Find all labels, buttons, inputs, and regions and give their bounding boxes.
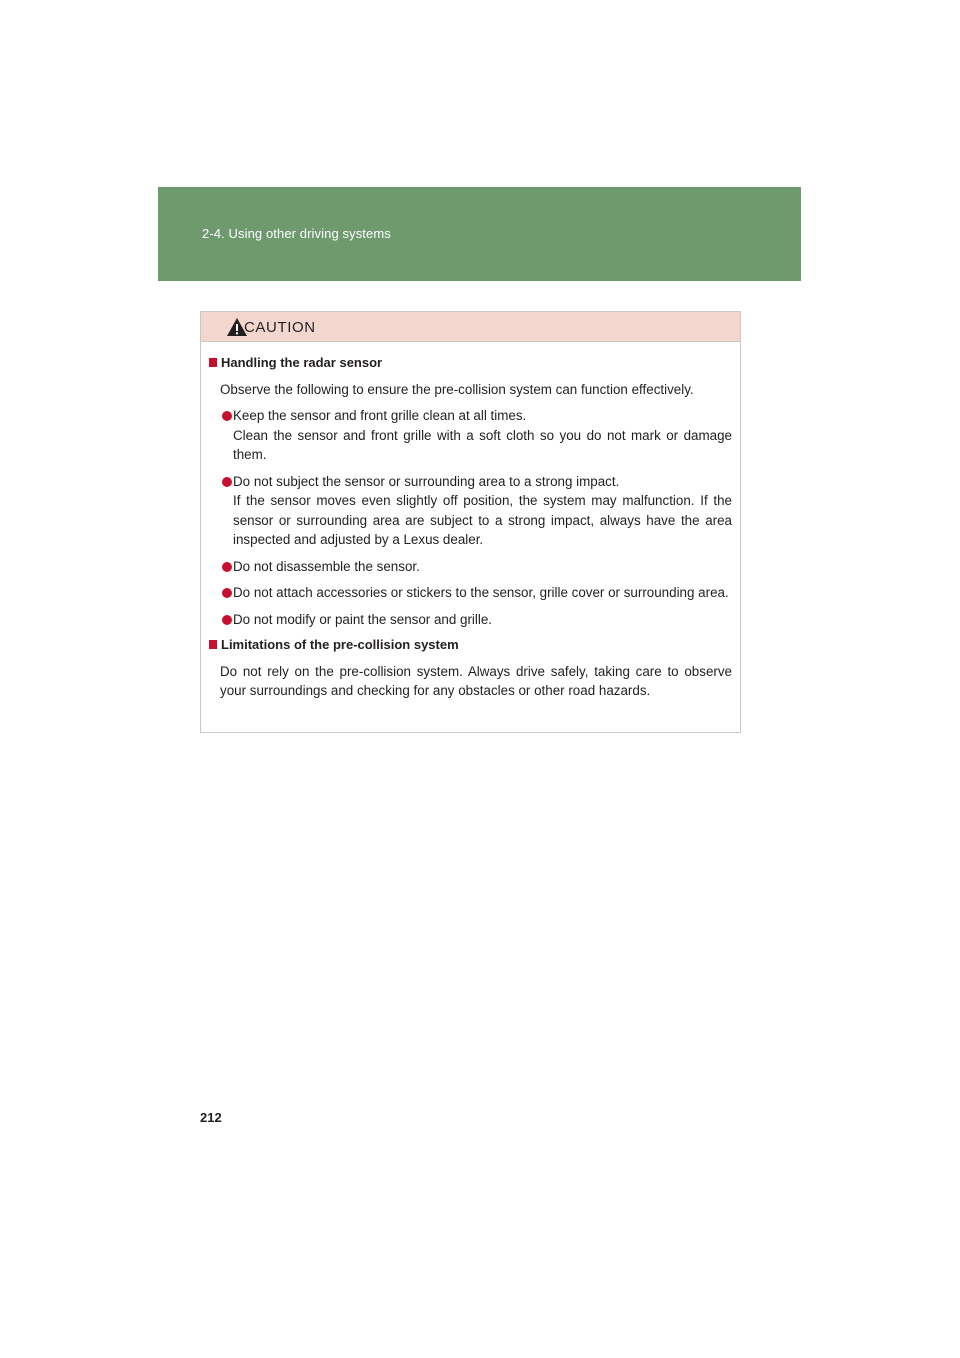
list-item [209,583,732,603]
caution-body [201,342,740,700]
section-intro: Observe the following to ensure the pre-collision system can function effectively. [220,382,694,397]
caution-header [201,312,740,342]
caution-label: CAUTION [244,319,316,336]
section-heading [209,354,732,372]
bullet-dot-icon [222,588,232,598]
list-item-detail: If the sensor moves even slightly off position, the system may malfunction. If the sensor or surrounding area are subject to a strong impact, always have the area inspected and adjusted by a Lexus dealer. [233,493,732,547]
section-heading [209,636,732,654]
section-intro: Do not rely on the pre-collision system. Always drive safely, taking care to observe your surroundings and checking for any obstacles or other road hazards. [220,664,732,698]
bullet-dot-icon [222,411,232,421]
list-item [209,557,732,577]
list-item-detail: Clean the sensor and front grille with a soft cloth so you do not mark or damage them. [233,427,732,462]
section-heading-text: Handling the radar sensor [221,355,383,370]
list-item-text: Keep the sensor and front grille clean at all times. [233,408,527,423]
section-heading-text: Limitations of the pre-collision system [221,637,459,652]
list-item-text: Do not disassemble the sensor. [233,558,420,574]
list-item [209,406,732,465]
list-item-text: Do not subject the sensor or surrounding area to a strong impact. [233,473,620,489]
bullet-dot-icon [222,477,232,487]
caution-box [200,311,741,733]
section-title: 2-4. Using other driving systems [202,226,391,241]
list-item-text: Do not attach accessories or stickers to the sensor, grille cover or surrounding area. [233,585,729,600]
list-item [209,472,732,550]
square-bullet-icon [209,640,217,649]
list-item [209,610,732,630]
bullet-dot-icon [222,562,232,572]
square-bullet-icon [209,358,217,367]
list-item-text: Do not modify or paint the sensor and grille. [233,611,493,627]
page-number: 212 [200,1110,222,1125]
section-header-bar [158,187,801,281]
bullet-dot-icon [222,615,232,625]
